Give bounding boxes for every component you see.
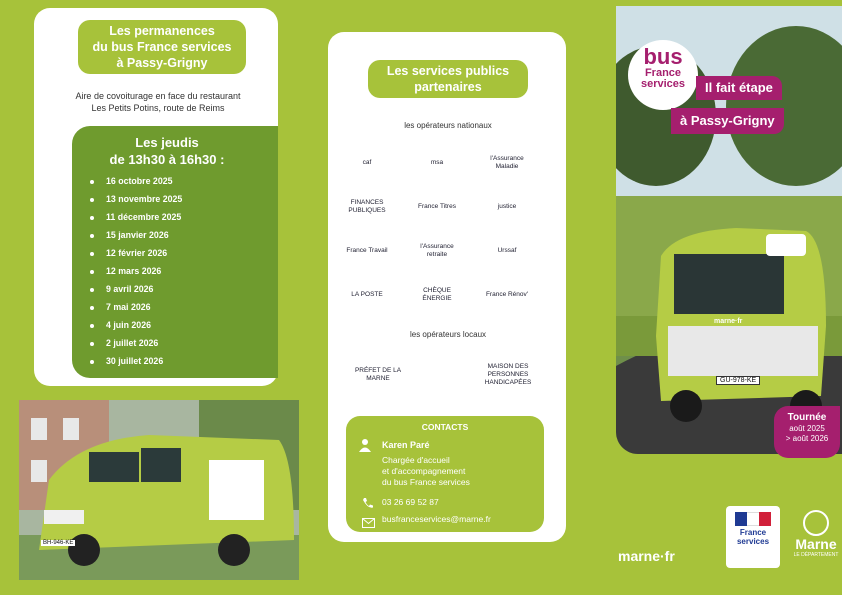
logo-prefet-marne: PRÉFET DE LA MARNE [354,367,402,382]
marne-logo [790,510,842,570]
logo-urssaf: Urssaf [497,247,517,254]
contacts-box [346,416,544,532]
bullet-icon [90,234,94,238]
contacts-title: CONTACTS [421,422,469,432]
logo-france-renov: France Rénov' [485,291,529,298]
national-operators-label: les opérateurs nationaux [404,121,492,130]
role-line: du bus France services [382,477,470,487]
tour-line: > août 2026 [785,434,829,443]
left-panel [0,0,303,595]
schedule-title [72,134,262,168]
logo-line-services: services [640,78,686,90]
headline-line-1: Il fait étape [696,76,782,100]
date-text: 2 juillet 2026 [106,338,159,348]
bus-france-services-logo [628,40,698,110]
date-text: 30 juillet 2026 [106,356,164,366]
permanences-title [78,20,246,74]
bus-photo-illustration [19,400,299,580]
date-text: 12 février 2026 [106,248,168,258]
logo-cheque-energie: CHÈQUE ÉNERGIE [422,287,452,302]
bullet-icon [90,288,94,292]
logo-line-bus: bus [643,44,683,69]
marne-line: LE DÉPARTEMENT [793,552,839,558]
bullet-icon [90,324,94,328]
bullet-icon [90,198,94,202]
local-operators-label: les opérateurs locaux [409,330,487,339]
partners-title-line: partenaires [414,80,482,94]
marne-emblem-icon [803,510,829,536]
france-services-logo [726,506,780,568]
logo-justice: justice [497,203,517,210]
date-item [90,280,153,298]
headline-line-2: à Passy-Grigny [671,108,784,134]
date-item [90,190,182,208]
bullet-icon [90,180,94,184]
contact-name: Karen Paré [382,440,430,450]
logo-finances-publiques: FINANCES PUBLIQUES [348,199,386,214]
location-text [40,90,276,114]
partners-title [368,60,528,98]
france-services-line: France [739,528,767,537]
date-item [90,208,181,226]
tour-badge [774,406,840,458]
title-line: du bus France services [92,40,232,54]
date-item [90,352,163,370]
date-text: 4 juin 2026 [106,320,151,330]
logo-mdph: MAISON DES PERSONNES HANDICAPÉES [484,363,532,386]
bullet-icon [90,252,94,256]
date-item [90,226,169,244]
schedule-box [72,126,278,378]
footer-site: marne·fr [618,548,675,564]
mail-icon [362,515,375,533]
location-line: Aire de covoiturage en face du restaurant [75,91,241,101]
partners-title-line: Les services publics [386,64,510,78]
french-flag-icon [735,512,771,526]
title-line: à Passy-Grigny [116,56,208,70]
bullet-icon [90,306,94,310]
person-icon [358,438,372,457]
contact-role [382,455,470,488]
bus-photo [19,400,299,580]
logo-france-travail: France Travail [346,247,388,254]
date-item [90,334,158,352]
date-item [90,172,173,190]
van-text: marne·fr [714,318,743,325]
role-line: Chargée d'accueil [382,455,450,465]
title-line: Les permanences [109,24,215,38]
date-text: 16 octobre 2025 [106,176,173,186]
date-text: 15 janvier 2026 [106,230,169,240]
logo-line-france: France [644,67,682,79]
middle-panel [303,0,586,595]
contact-email[interactable]: busfranceservices@marne.fr [382,514,491,524]
logo-msa: msa [430,159,444,166]
photo-plate: BH-946-KE [43,540,74,546]
cover-panel [586,0,842,595]
bullet-icon [90,270,94,274]
schedule-title-line: de 13h30 à 16h30 : [109,152,225,167]
date-text: 7 mai 2026 [106,302,151,312]
bullet-icon [90,360,94,364]
date-text: 11 décembre 2025 [106,212,182,222]
van-plate: GU-978-KE [716,376,760,385]
bullet-icon [90,216,94,220]
date-item [90,262,161,280]
date-item [90,244,167,262]
logo-assurance-retraite: l'Assurance retraite [420,243,454,258]
marne-line: Marne [795,536,837,552]
role-line: et d'accompagnement [382,466,466,476]
logo-france-titres: France Titres [418,203,456,210]
date-text: 13 novembre 2025 [106,194,183,204]
date-text: 12 mars 2026 [106,266,162,276]
date-item [90,298,151,316]
logo-la-poste: LA POSTE [351,291,383,298]
france-services-line: services [736,537,770,546]
tour-line: août 2025 [789,424,825,433]
bullet-icon [90,342,94,346]
schedule-title-line: Les jeudis [135,135,199,150]
logo-caf: caf [362,159,372,166]
phone-icon [362,496,374,514]
contact-phone[interactable]: 03 26 69 52 87 [382,497,439,507]
logo-assurance-maladie: l'Assurance Maladie [490,155,524,170]
date-text: 9 avril 2026 [106,284,154,294]
date-item [90,316,151,334]
location-line: Les Petits Potins, route de Reims [91,103,225,113]
tour-line: Tournée [787,412,827,423]
